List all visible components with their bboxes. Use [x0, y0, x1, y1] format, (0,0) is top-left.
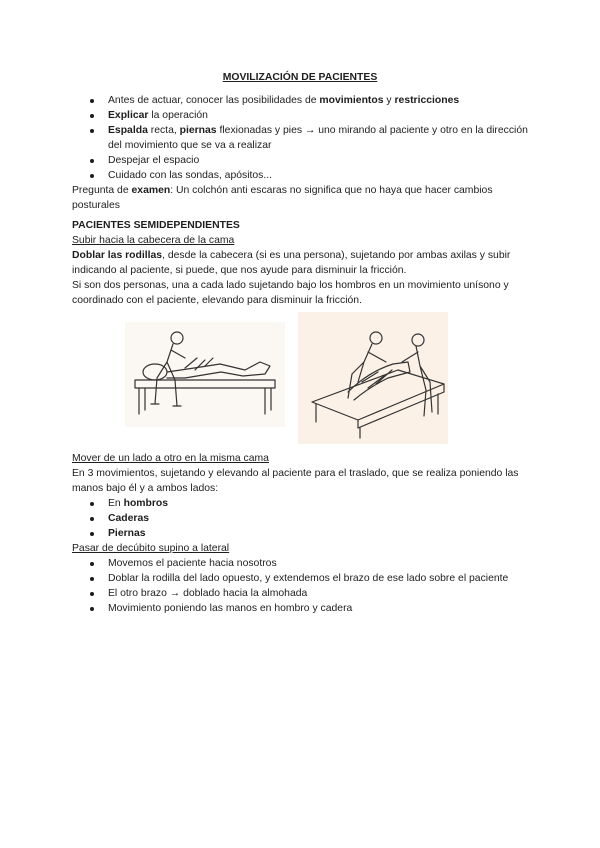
list-item: El otro brazo → doblado hacia la almohada — [72, 586, 528, 601]
intro-list — [72, 93, 528, 183]
page-title: MOVILIZACIÓN DE PACIENTES — [222, 72, 378, 83]
list-item: Explicar la operación — [72, 108, 528, 123]
list-item: Despejar el espacio — [72, 153, 528, 168]
subheading-lado: Mover de un lado a otro en la misma cama — [72, 453, 269, 464]
exam-note: Pregunta de examen: Un colchón anti escaras no significa que no haya que hacer cambios posturales — [72, 185, 493, 211]
list-item: Antes de actuar, conocer las posibilidades de movimientos y restricciones — [72, 93, 528, 108]
section-semidependientes — [72, 218, 528, 308]
list-item: Movemos el paciente hacia nosotros — [72, 556, 528, 571]
list-item: Caderas — [72, 511, 528, 526]
list-item: Piernas — [72, 526, 528, 541]
subheading-decubito: Pasar de decúbito supino a lateral — [72, 543, 230, 554]
illustration-two-caregivers — [298, 312, 448, 444]
list-item: En hombros — [72, 496, 528, 511]
section-lado — [72, 451, 528, 616]
list-item: Espalda recta, piernas flexionadas y pies → uno mirando al paciente y otro en la dirección del movimiento que se va a realizar — [72, 123, 528, 153]
list-item: Movimiento poniendo las manos en hombro y cadera — [72, 601, 528, 616]
list-item: Doblar la rodilla del lado opuesto, y extendemos el brazo de ese lado sobre el paciente — [72, 571, 528, 586]
paragraph-lado: En 3 movimientos, sujetando y elevando al paciente para el traslado, que se realiza poniendo las manos bajo él y a ambos lados: — [72, 468, 519, 494]
list-item: Cuidado con las sondas, apósitos... — [72, 168, 528, 183]
intro-list-block — [72, 93, 528, 213]
section-heading: PACIENTES SEMIDEPENDIENTES — [72, 220, 240, 231]
lado-list — [72, 496, 528, 541]
decubito-list — [72, 556, 528, 616]
subheading-subir: Subir hacia la cabecera de la cama — [72, 235, 235, 246]
paragraph-subir-2: Si son dos personas, una a cada lado sujetando bajo los hombros en un movimiento unísono y coordinado con el paciente, elevando para disminuir la fricción. — [72, 280, 509, 306]
paragraph-subir-1: Doblar las rodillas, desde la cabecera (si es una persona), sujetando por ambas axilas y subir indicando al paciente, si puede, que nos ayude para disminuir la fricción. — [72, 250, 511, 276]
illustration-one-caregiver — [125, 322, 285, 427]
